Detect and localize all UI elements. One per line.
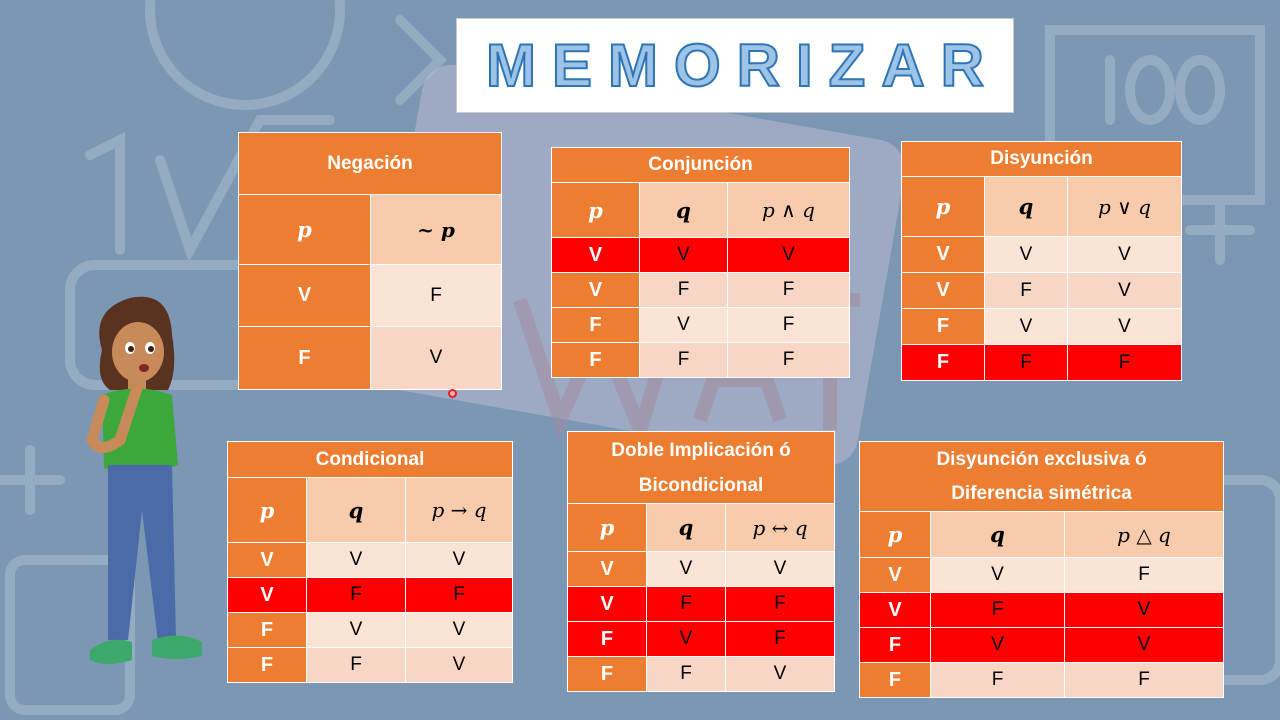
table-cell: V (902, 237, 985, 273)
table-cell: F (728, 308, 850, 343)
table-cell: V (552, 238, 640, 273)
table-cell: F (228, 648, 307, 683)
table-cell: F (860, 663, 931, 698)
table-cell: V (568, 587, 647, 622)
col-header-result: p ↔ q (726, 504, 835, 552)
table-cell: F (860, 628, 931, 663)
col-header-result: p △ q (1065, 512, 1224, 558)
table-cell: F (1065, 663, 1224, 698)
col-header-p: p (860, 512, 931, 558)
table-cell: F (1068, 345, 1182, 381)
table-cell: V (985, 309, 1068, 345)
table-cell: F (239, 327, 371, 390)
col-header-p: p (228, 478, 307, 543)
col-header-p: p (552, 183, 640, 238)
table-cell: F (902, 309, 985, 345)
table-header-line1: Doble Implicación ó (611, 439, 791, 461)
table-cell: F (985, 345, 1068, 381)
table-cell: F (726, 587, 835, 622)
table-cell: V (640, 238, 728, 273)
col-header-result: p ∨ q (1068, 177, 1182, 237)
table-header-line2: Diferencia simétrica (951, 482, 1132, 504)
table-cell: V (371, 327, 502, 390)
col-header-p: p (239, 195, 371, 265)
table-cell: F (640, 273, 728, 308)
col-header-q: q (985, 177, 1068, 237)
table-header: Disyunción (902, 142, 1182, 177)
table-cell: F (647, 587, 726, 622)
table-row (860, 663, 1224, 698)
table-cell: V (228, 543, 307, 578)
table-row (228, 543, 513, 578)
table-cell: F (726, 622, 835, 657)
title-box (456, 18, 1014, 113)
table-cell: V (307, 543, 406, 578)
table-row-highlighted (902, 345, 1182, 381)
table-cell: F (728, 343, 850, 378)
table-cell: F (640, 343, 728, 378)
table-cell: V (228, 578, 307, 613)
table-row (568, 552, 835, 587)
col-header-p: p (902, 177, 985, 237)
table-cell: V (406, 543, 513, 578)
table-cell: F (568, 657, 647, 692)
table-row (552, 343, 850, 378)
table-cell: V (1068, 273, 1182, 309)
table-cell: F (931, 663, 1065, 698)
table-cell: F (307, 648, 406, 683)
table-row (228, 613, 513, 648)
table-cell: V (931, 628, 1065, 663)
girl-illustration (80, 290, 220, 690)
col-header-q: q (307, 478, 406, 543)
col-header-p: p (568, 504, 647, 552)
table-cell: V (726, 552, 835, 587)
table-cell: V (728, 238, 850, 273)
col-header-result: p → q (406, 478, 513, 543)
table-cell: F (228, 613, 307, 648)
table-row (552, 308, 850, 343)
table-cell: F (307, 578, 406, 613)
col-header-q: q (647, 504, 726, 552)
table-cell: V (860, 593, 931, 628)
table-cell: V (239, 265, 371, 327)
table-cell: F (552, 308, 640, 343)
table-row (552, 273, 850, 308)
disjunction-table (901, 141, 1182, 381)
table-cell: V (1068, 309, 1182, 345)
table-cell: V (1068, 237, 1182, 273)
negation-table (238, 132, 502, 390)
biconditional-table (567, 431, 835, 692)
table-cell: V (726, 657, 835, 692)
table-cell: V (985, 237, 1068, 273)
table-cell: F (552, 343, 640, 378)
conditional-table (227, 441, 513, 683)
table-cell: F (647, 657, 726, 692)
table-row (228, 648, 513, 683)
table-cell: V (552, 273, 640, 308)
table-cell: V (640, 308, 728, 343)
col-header-q: q (640, 183, 728, 238)
table-row (902, 273, 1182, 309)
table-cell: V (568, 552, 647, 587)
table-row-highlighted (860, 628, 1224, 663)
col-header-not-p: ~ p (371, 195, 502, 265)
table-cell: V (406, 648, 513, 683)
pointer-cursor-icon (448, 389, 457, 398)
table-cell: F (985, 273, 1068, 309)
table-row (568, 657, 835, 692)
table-cell: F (902, 345, 985, 381)
table-cell: F (406, 578, 513, 613)
table-header: Negación (239, 133, 502, 195)
table-cell: V (1065, 628, 1224, 663)
table-row (860, 558, 1224, 593)
table-cell: V (902, 273, 985, 309)
table-row (902, 237, 1182, 273)
table-row-highlighted (860, 593, 1224, 628)
table-header-line2: Bicondicional (638, 474, 764, 496)
table-row-highlighted (568, 587, 835, 622)
table-cell: F (931, 593, 1065, 628)
table-cell: V (1065, 593, 1224, 628)
table-cell: V (307, 613, 406, 648)
table-header: Conjunción (552, 148, 850, 183)
table-header (860, 442, 1224, 512)
table-cell: V (647, 552, 726, 587)
table-row-highlighted (552, 238, 850, 273)
table-cell: V (860, 558, 931, 593)
table-cell: V (647, 622, 726, 657)
table-row (902, 309, 1182, 345)
col-header-result: p ∧ q (728, 183, 850, 238)
table-header (568, 432, 835, 504)
page-title: MEMORIZAR (486, 32, 1000, 99)
table-cell: F (1065, 558, 1224, 593)
table-header-line1: Disyunción exclusiva ó (936, 448, 1147, 470)
table-row-highlighted (228, 578, 513, 613)
table-cell: V (931, 558, 1065, 593)
table-cell: V (406, 613, 513, 648)
table-cell: F (371, 265, 502, 327)
table-row-highlighted (568, 622, 835, 657)
conjunction-table (551, 147, 850, 378)
col-header-q: q (931, 512, 1065, 558)
table-cell: F (728, 273, 850, 308)
exclusive-disjunction-table (859, 441, 1224, 698)
table-header: Condicional (228, 442, 513, 478)
table-cell: F (568, 622, 647, 657)
